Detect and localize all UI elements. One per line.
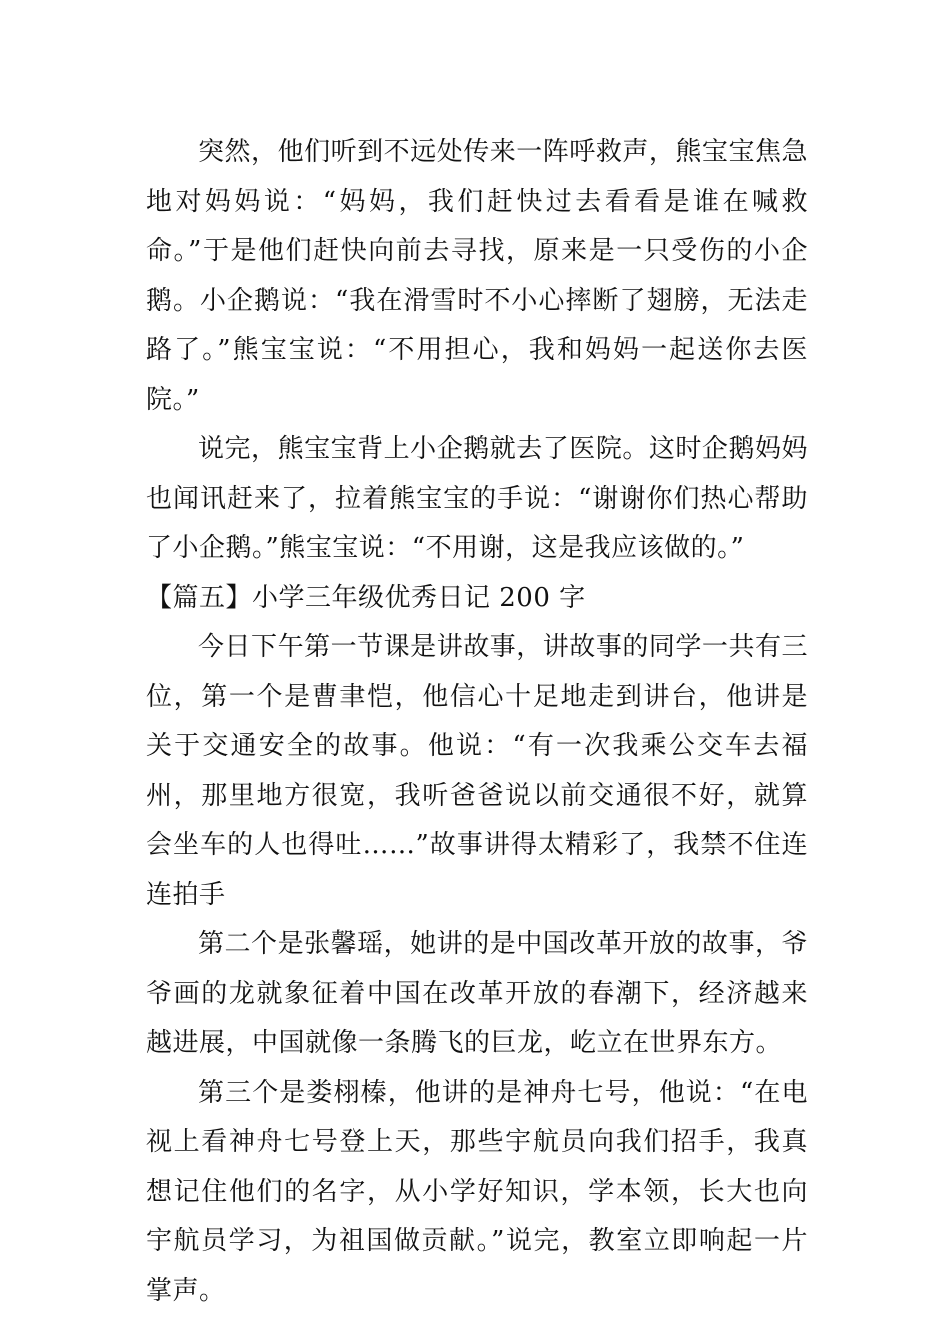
paragraph-hospital: 说完，熊宝宝背上小企鹅就去了医院。这时企鹅妈妈也闻讯赶来了，拉着熊宝宝的手说：“谢谢你们热心帮助了小企鹅。”熊宝宝说：“不用谢，这是我应该做的。” (146, 434, 808, 563)
paragraph-first-storyteller: 今日下午第一节课是讲故事，讲故事的同学一共有三位，第一个是曹聿恺，他信心十足地走到讲台，他讲是关于交通安全的故事。他说：“有一次我乘公交车去福州，那里地方很宽，我听爸爸说以前交通很不好，就算会坐车的人也得吐……”故事讲得太精彩了，我禁不住连连拍手 (146, 632, 808, 910)
paragraph-second-storyteller: 第二个是张馨瑶，她讲的是中国改革开放的故事，爷爷画的龙就象征着中国在改革开放的春潮下，经济越来越进展，中国就像一条腾飞的巨龙，屹立在世界东方。 (146, 929, 808, 1058)
paragraph-rescue-call: 突然，他们听到不远处传来一阵呼救声，熊宝宝焦急地对妈妈说：“妈妈，我们赶快过去看看是谁在喊救命。”于是他们赶快向前去寻找，原来是一只受伤的小企鹅。小企鹅说：“我在滑雪时不小心摔断了翅膀，无法走路了。”熊宝宝说：“不用担心，我和妈妈一起送你去医院。” (146, 137, 808, 415)
section-heading: 【篇五】小学三年级优秀日记 200 字 (146, 582, 586, 613)
paragraph-third-storyteller: 第三个是娄栩榛，他讲的是神舟七号，他说：“在电视上看神舟七号登上天，那些宇航员向我们招手，我真想记住他们的名字，从小学好知识，学本领，长大也向宇航员学习，为祖国做贡献。”说完，教室立即响起一片掌声。 (146, 1077, 808, 1306)
document-body (146, 128, 808, 1316)
